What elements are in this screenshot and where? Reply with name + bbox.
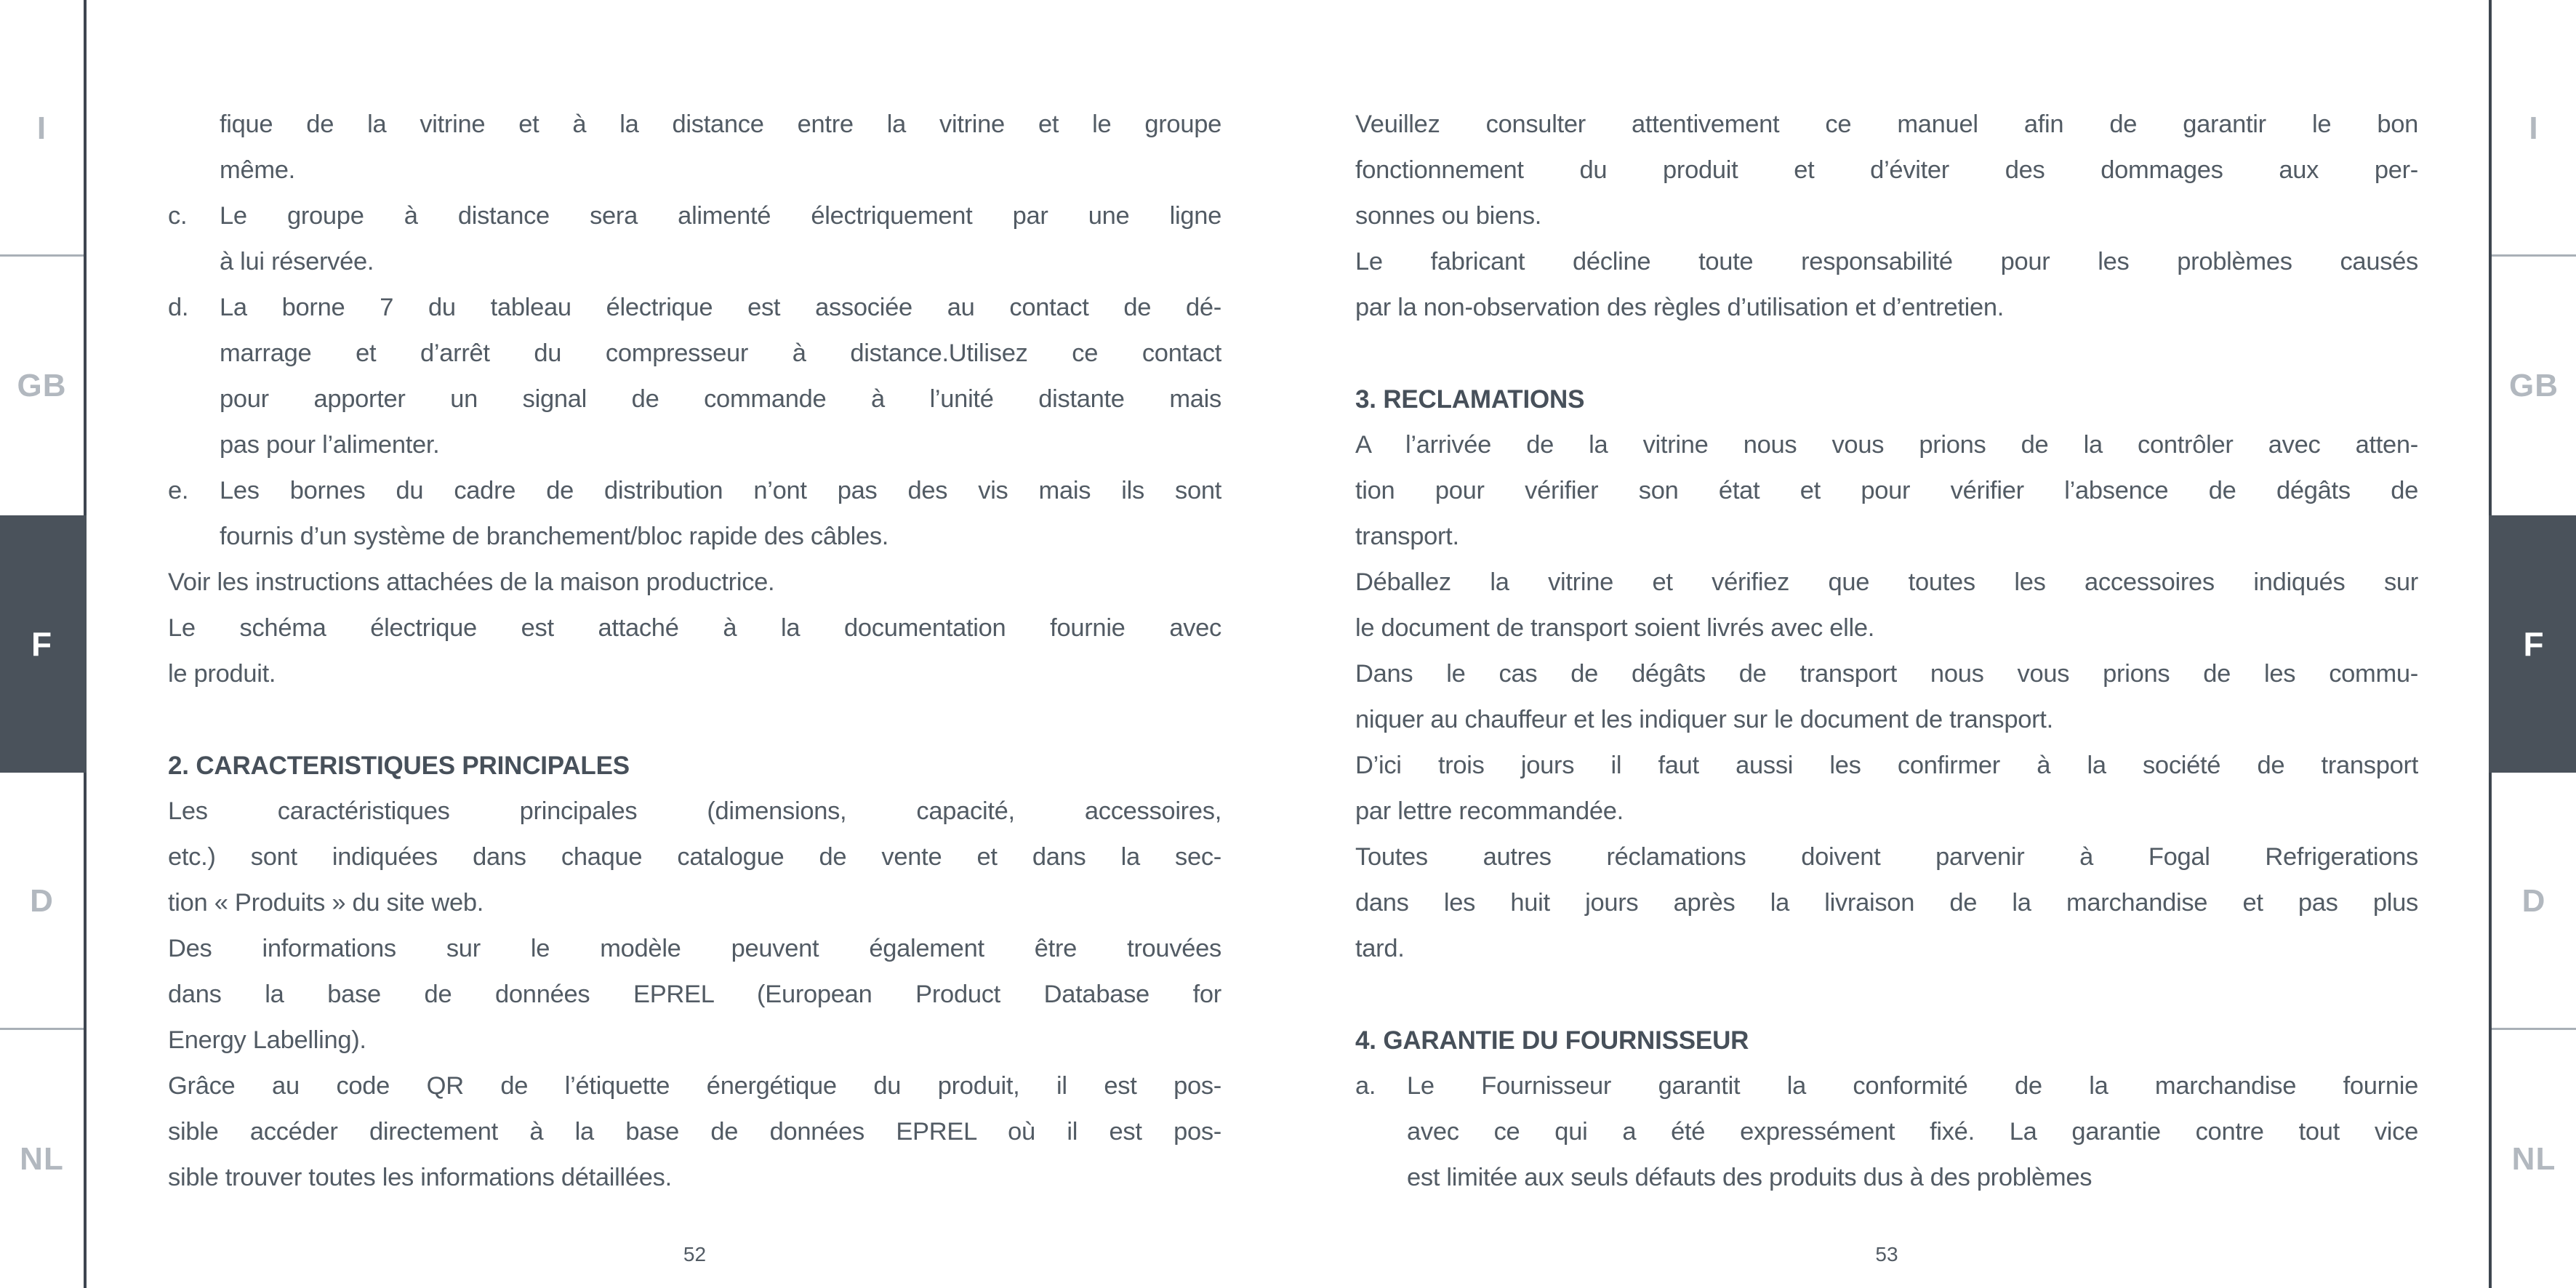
text-line: Le groupe à distance sera alimenté électriquement par une ligne — [220, 202, 1221, 230]
text-line: Grâce au code QR de l’étiquette énergétique du produit, il est pos- — [168, 1072, 1221, 1100]
paragraph — [168, 605, 1221, 697]
section-heading: 4. GARANTIE DU FOURNISSEUR — [1355, 1026, 1749, 1055]
list-item — [1355, 1063, 2418, 1201]
text-line: tard. — [1355, 935, 1405, 962]
text-line: est limitée aux seuls défauts des produits dus à des problèmes — [1407, 1164, 2093, 1191]
language-tab-f: F — [31, 624, 53, 663]
paragraph — [168, 560, 1221, 605]
text-line: même. — [220, 156, 295, 184]
language-tab-d: D — [2521, 883, 2546, 919]
text-line: sonnes ou biens. — [1355, 202, 1542, 230]
text-line: par la non-observation des règles d’utilisation et d’entretien. — [1355, 294, 2005, 321]
paragraph — [1355, 102, 2418, 239]
paragraph — [168, 789, 1221, 926]
paragraph-gap — [1355, 331, 2418, 377]
text-line: à lui réservée. — [220, 248, 374, 275]
text-line: D’ici trois jours il faut aussi les confirmer à la société de transport — [1355, 752, 2418, 779]
list-marker: d. — [168, 294, 189, 321]
text-line: le document de transport soient livrés avec elle. — [1355, 614, 1875, 642]
text-line: etc.) sont indiquées dans chaque catalogue de vente et dans la sec- — [168, 843, 1221, 871]
text-line: Dans le cas de dégâts de transport nous vous prions de les commu- — [1355, 660, 2418, 688]
text-line: A l’arrivée de la vitrine nous vous prions de la contrôler avec atten- — [1355, 431, 2418, 459]
language-tab-d: D — [30, 883, 54, 919]
language-tab-gb: GB — [17, 368, 67, 404]
list-marker: e. — [168, 477, 189, 504]
paragraph — [168, 1063, 1221, 1201]
text-line: tion pour vérifier son état et pour vérifier l’absence de dégâts de — [1355, 477, 2418, 504]
section-heading: 2. CARACTERISTIQUES PRINCIPALES — [168, 752, 630, 780]
text-line: par lettre recommandée. — [1355, 797, 1624, 825]
text-line: dans les huit jours après la livraison de la marchandise et pas plus — [1355, 889, 2418, 917]
paragraph — [1355, 560, 2418, 651]
text-line: fonctionnement du produit et d’éviter des dommages aux per- — [1355, 156, 2418, 184]
text-line: Des informations sur le modèle peuvent également être trouvées — [168, 935, 1221, 962]
paragraph — [1355, 834, 2418, 972]
text-line: Les bornes du cadre de distribution n’ont pas des vis mais ils sont — [220, 477, 1221, 504]
text-line: Déballez la vitrine et vérifiez que toutes les accessoires indiqués sur — [1355, 568, 2418, 596]
text-line: sible trouver toutes les informations détaillées. — [168, 1164, 672, 1191]
list-item — [168, 285, 1221, 468]
page-number-right: 53 — [1875, 1243, 1898, 1265]
language-tab-nl: NL — [2511, 1140, 2556, 1177]
text-line: le produit. — [168, 660, 276, 688]
text-line: avec ce qui a été expressément fixé. La garantie contre tout vice — [1407, 1118, 2418, 1146]
language-tab-nl: NL — [20, 1140, 64, 1177]
list-marker: a. — [1355, 1072, 1376, 1100]
text-line: Le schéma électrique est attaché à la documentation fournie avec — [168, 614, 1221, 642]
text-line: fique de la vitrine et à la distance entre la vitrine et le groupe — [220, 110, 1221, 138]
text-line: fournis d’un système de branchement/bloc rapide des câbles. — [220, 523, 889, 550]
text-line: Voir les instructions attachées de la maison productrice. — [168, 568, 775, 596]
text-line: La borne 7 du tableau électrique est associée au contact de dé- — [220, 294, 1221, 321]
text-line: marrage et d’arrêt du compresseur à distance.Utilisez ce contact — [220, 339, 1221, 367]
language-tab-i: I — [36, 110, 47, 146]
text-line: Toutes autres réclamations doivent parvenir à Fogal Refrigerations — [1355, 843, 2418, 871]
text-line: transport. — [1355, 523, 1459, 550]
text-line: dans la base de données EPREL (European Product Database for — [168, 981, 1221, 1008]
paragraph — [1355, 422, 2418, 560]
paragraph — [1355, 651, 2418, 743]
language-tab-f: F — [2523, 624, 2545, 663]
list-marker: c. — [168, 202, 188, 230]
paragraph — [1355, 239, 2418, 331]
paragraph-gap — [168, 697, 1221, 743]
text-line: pour apporter un signal de commande à l’unité distante mais — [220, 385, 1221, 413]
list-item — [168, 193, 1221, 285]
section-heading: 3. RECLAMATIONS — [1355, 385, 1585, 414]
text-line: Le fabricant décline toute responsabilité pour les problèmes causés — [1355, 248, 2418, 275]
text-line: Le Fournisseur garantit la conformité de la marchandise fournie — [1407, 1072, 2418, 1100]
list-item — [168, 468, 1221, 560]
text-line: tion « Produits » du site web. — [168, 889, 484, 917]
paragraph — [1355, 743, 2418, 834]
text-line: Veuillez consulter attentivement ce manuel afin de garantir le bon — [1355, 110, 2418, 138]
paragraph-gap — [1355, 972, 2418, 1018]
language-tab-rail-right — [2492, 0, 2576, 1288]
text-line: niquer au chauffeur et les indiquer sur le document de transport. — [1355, 706, 2053, 733]
language-tab-rail-left — [0, 0, 84, 1288]
page-left-text-column — [168, 102, 1221, 1201]
page-number-left: 52 — [683, 1243, 707, 1265]
language-tab-i: I — [2529, 110, 2539, 146]
language-tab-gb: GB — [2509, 368, 2559, 404]
paragraph — [168, 926, 1221, 1063]
list-item — [168, 102, 1221, 193]
text-line: Energy Labelling). — [168, 1026, 366, 1054]
text-line: sible accéder directement à la base de données EPREL où il est pos- — [168, 1118, 1221, 1146]
text-line: Les caractéristiques principales (dimensions, capacité, accessoires, — [168, 797, 1221, 825]
page-right-text-column — [1355, 102, 2418, 1201]
text-line: pas pour l’alimenter. — [220, 431, 440, 459]
